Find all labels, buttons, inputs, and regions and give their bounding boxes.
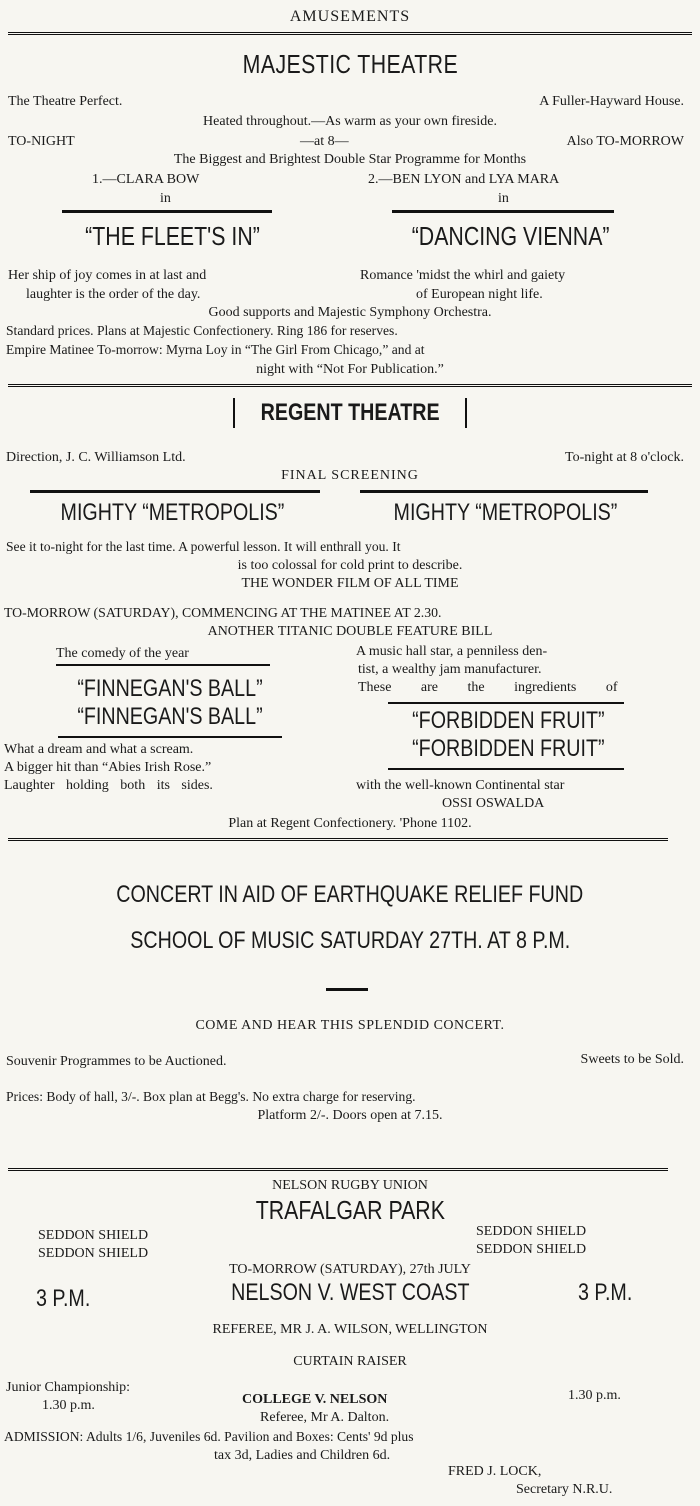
regent-finnegan-rule (58, 736, 282, 738)
rugby-admission-line1: ADMISSION: Adults 1/6, Juveniles 6d. Pavilion and Boxes: Cents' 9d plus (4, 1429, 414, 1444)
regent-film-a: MIGHTY “METROPOLIS” (60, 499, 284, 526)
rugby-admission-line2: tax 3d, Ladies and Children 6d. (214, 1448, 391, 1463)
regent-comedy: The comedy of the year (56, 646, 189, 661)
regent-rule-right (360, 490, 648, 493)
concert-line2: SCHOOL OF MUSIC SATURDAY 27TH. AT 8 P.M. (129, 927, 570, 954)
regent-star-line1: with the well-known Continental star (356, 778, 565, 793)
regent-titanic: ANOTHER TITANIC DOUBLE FEATURE BILL (207, 624, 493, 639)
majestic-desc2-line2: of European night life. (416, 287, 543, 302)
majestic-tonight: TO-NIGHT (8, 134, 75, 149)
amusements-header: AMUSEMENTS (289, 8, 411, 25)
regent-music-line2: tist, a wealthy jam manufacturer. (358, 662, 542, 677)
regent-forbidden-rule-top (388, 702, 624, 704)
majestic-title: MAJESTIC THEATRE (242, 49, 458, 79)
majestic-film1: “THE FLEET'S IN” (85, 221, 260, 251)
concert-come: COME AND HEAR THIS SPLENDID CONCERT. (195, 1018, 505, 1033)
rugby-shield-l2: SEDDON SHIELD (38, 1246, 149, 1261)
regent-finnegan1: “FINNEGAN'S BALL” (77, 675, 263, 702)
majestic-prices: Standard prices. Plans at Majestic Confectionery. Ring 186 for reserves. (6, 323, 398, 338)
rugby-time-right: 3 P.M. (577, 1279, 633, 1306)
regent-forbidden-rule-bottom (388, 768, 624, 770)
regent-dream-line1: What a dream and what a scream. (4, 742, 194, 757)
rugby-shield-l1: SEDDON SHIELD (38, 1228, 149, 1243)
regent-music-line3: These are the ingredients of (358, 680, 618, 695)
rugby-date: TO-MORROW (SATURDAY), 27th JULY (229, 1262, 471, 1277)
rugby-college: COLLEGE V. NELSON (242, 1392, 388, 1407)
regent-plan: Plan at Regent Confectionery. 'Phone 1102. (228, 816, 472, 831)
majestic-supports: Good supports and Majestic Symphony Orchestra. (208, 305, 492, 320)
regent-dream-line3: Laughter holding both its sides. (4, 778, 213, 793)
majestic-matinee-line1: Empire Matinee To-morrow: Myrna Loy in “The Girl From Chicago,” and at (6, 342, 425, 357)
rugby-union: NELSON RUGBY UNION (272, 1178, 428, 1193)
majestic-matinee-line2: night with “Not For Publication.” (256, 362, 444, 377)
rugby-junior-time: 1.30 p.m. (42, 1398, 95, 1413)
rugby-referee: REFEREE, MR J. A. WILSON, WELLINGTON (212, 1322, 488, 1337)
regent-tonight: To-night at 8 o'clock. (565, 450, 684, 465)
regent-comedy-rule (56, 664, 270, 666)
majestic-tagline-left: The Theatre Perfect. (8, 94, 123, 109)
majestic-bottom-rule (8, 384, 692, 387)
majestic-star1: 1.—CLARA BOW (92, 172, 200, 187)
majestic-heated: Heated throughout.—As warm as your own fireside. (203, 114, 497, 129)
rugby-match: NELSON V. WEST COAST (230, 1279, 470, 1306)
regent-rule-left (30, 490, 320, 493)
rugby-curtain: CURTAIN RAISER (293, 1354, 407, 1369)
rugby-time-left: 3 P.M. (35, 1285, 91, 1312)
majestic-in2: in (498, 191, 509, 206)
regent-direction: Direction, J. C. Williamson Ltd. (6, 450, 186, 465)
regent-music-line1: A music hall star, a penniless den- (356, 644, 548, 659)
rugby-shield-r2: SEDDON SHIELD (476, 1242, 587, 1257)
regent-title: REGENT THEATRE (233, 398, 467, 428)
rugby-secretary-name: FRED J. LOCK, (448, 1464, 542, 1479)
majestic-at: —at 8— (300, 134, 349, 149)
concert-prices-line2: Platform 2/-. Doors open at 7.15. (257, 1108, 443, 1123)
rugby-park: TRAFALGAR PARK (255, 1195, 445, 1225)
regent-forbidden2: “FORBIDDEN FRUIT” (411, 735, 605, 762)
regent-finnegan2: “FINNEGAN'S BALL” (77, 703, 263, 730)
concert-souvenir: Souvenir Programmes to be Auctioned. (6, 1054, 227, 1069)
majestic-also: Also TO-MORROW (566, 134, 684, 149)
regent-dream-line2: A bigger hit than “Abies Irish Rose.” (4, 760, 212, 775)
regent-wonder: THE WONDER FILM OF ALL TIME (241, 576, 459, 591)
concert-prices-line1: Prices: Body of hall, 3/-. Box plan at Begg's. No extra charge for reserving. (6, 1089, 416, 1104)
rugby-college-time: 1.30 p.m. (568, 1388, 621, 1403)
majestic-film2: “DANCING VIENNA” (411, 221, 610, 251)
concert-line1: CONCERT IN AID OF EARTHQUAKE RELIEF FUND (116, 881, 584, 908)
header-rule (8, 32, 692, 35)
regent-bottom-rule (8, 838, 668, 841)
rugby-referee2: Referee, Mr A. Dalton. (260, 1410, 390, 1425)
majestic-programme: The Biggest and Brightest Double Star Programme for Months (173, 152, 527, 167)
majestic-rule-left (62, 210, 272, 213)
rugby-shield-r1: SEDDON SHIELD (476, 1224, 587, 1239)
regent-final: FINAL SCREENING (281, 468, 419, 483)
majestic-desc1-line2: laughter is the order of the day. (26, 287, 201, 302)
concert-bottom-rule (8, 1168, 668, 1171)
majestic-in1: in (160, 191, 171, 206)
regent-film-b: MIGHTY “METROPOLIS” (393, 499, 617, 526)
regent-see-line2: is too colossal for cold print to describe. (237, 558, 463, 573)
majestic-desc1-line1: Her ship of joy comes in at last and (8, 268, 207, 283)
concert-sweets: Sweets to be Sold. (580, 1052, 684, 1067)
regent-see-line1: See it to-night for the last time. A powerful lesson. It will enthrall you. It (6, 539, 401, 554)
regent-forbidden1: “FORBIDDEN FRUIT” (411, 707, 605, 734)
majestic-star2: 2.—BEN LYON and LYA MARA (368, 172, 560, 187)
regent-tomorrow: TO-MORROW (SATURDAY), COMMENCING AT THE MATINEE AT 2.30. (4, 605, 442, 620)
majestic-tagline-right: A Fuller-Hayward House. (539, 94, 684, 109)
majestic-rule-right (392, 210, 614, 213)
rugby-junior: Junior Championship: (6, 1380, 131, 1395)
regent-star-line2: OSSI OSWALDA (442, 796, 545, 811)
concert-divider (326, 988, 368, 991)
rugby-secretary-title: Secretary N.R.U. (516, 1482, 613, 1497)
majestic-desc2-line1: Romance 'midst the whirl and gaiety (360, 268, 566, 283)
